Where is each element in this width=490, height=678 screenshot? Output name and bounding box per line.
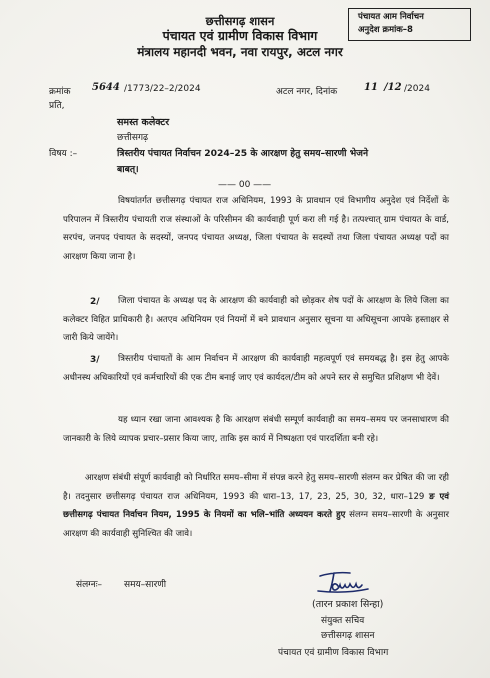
date-year: /2024 bbox=[404, 84, 430, 94]
date-month-handwritten: /12 bbox=[384, 82, 402, 93]
instruction-box-line2: अनुदेश क्रमांक–8 bbox=[358, 25, 413, 35]
instruction-box bbox=[348, 8, 471, 41]
signatory-designation: संयुक्त सचिव bbox=[321, 616, 365, 626]
ref-label: क्रमांक bbox=[49, 87, 71, 97]
ref-number: /1773/22–2/2024 bbox=[124, 84, 201, 94]
paragraph-5 bbox=[63, 469, 449, 544]
signatory-government: छत्तीसगढ़ शासन bbox=[321, 631, 375, 641]
subject-label: विषय :– bbox=[49, 149, 78, 159]
paragraph-2: जिला पंचायत के अध्यक्ष पद के आरक्षण की कार्यवाही को छोड़कर शेष पदों के आरक्षण के लिये जिला का कलेक्टर विहित प्राधिकारी है। अतएव अधिनियम एवं नियमों में बने प्रावधान अनुसार सूचना या अधिसूचना आपके हस्ताक्षर से जारी किये जायेंगे। bbox=[63, 296, 449, 344]
header-department: पंचायत एवं ग्रामीण विकास विभाग bbox=[162, 28, 318, 43]
signatory-name: (तारन प्रकाश सिन्हा) bbox=[312, 599, 384, 610]
subject-line2: बाबत्। bbox=[117, 164, 139, 175]
date-prefix: अटल नगर, दिनांक bbox=[276, 87, 338, 97]
enclosure-label: संलग्नः– bbox=[76, 580, 103, 590]
paragraph-3-number: 3/ bbox=[90, 355, 100, 365]
header-address: मंत्रालय महानदी भवन, नवा रायपुर, अटल नगर bbox=[137, 45, 343, 59]
instruction-box-line1: पंचायत आम निर्वाचन bbox=[358, 12, 424, 22]
paragraph-1: विषयांतर्गत छत्तीसगढ़ पंचायत राज अधिनियम, 1993 के प्रावधान एवं विभागीय अनुदेश एवं निर्देशों के परिपालन में त्रिस्तरीय पंचायती राज संस्थाओं के परिसीमन की कार्यवाही पूर्ण करा ली गई है। तत्पश्चात् ग्राम पंचायत के वार्ड, सरपंच, जनपद पंचायत के सदस्यों, जनपद पंचायत अध्यक्ष, जिला पंचायत के सदस्यों तथा जिला पंचायत अध्यक्ष पदों का आरक्षण किया जाना है। bbox=[63, 196, 449, 263]
ref-number-handwritten: 5644 bbox=[92, 82, 120, 93]
paragraph-5-part-b: ङ एवं छत्तीसगढ़ पंचायत निर्वाचन नियम, 1995 के नियमों का भलि–भांति अध्ययन करते हुए bbox=[63, 491, 449, 521]
paragraph-2-number: 2/ bbox=[90, 297, 100, 307]
enclosure-value: समय–सारणी bbox=[124, 580, 167, 590]
recipient: समस्त कलेक्टर bbox=[117, 117, 170, 128]
paragraph-3: त्रिस्तरीय पंचायतों के आम निर्वाचन में आरक्षण की कार्यवाही महत्वपूर्ण एवं समयबद्ध है। इस हेतु आपके अधीनस्थ अधिकारियों एवं कर्मचारियों की एक टीम बनाई जाए एवं कार्यदल/टीम को अपने स्तर से समुचित प्रशिक्षण भी देवें। bbox=[63, 354, 449, 383]
to-prefix: प्रति, bbox=[49, 101, 65, 111]
subject-line1: त्रिस्तरीय पंचायत निर्वाचन 2024–25 के आरक्षण हेतु समय–सारणी भेजने bbox=[117, 148, 369, 159]
paragraph-5-part-a: आरक्षण संबंधी संपूर्ण कार्यवाही को निर्धारित समय–सीमा में संपन्न करने हेतु समय–सारणी संलग्न कर प्रेषित की जा रही है। तदनुसार छत्तीसगढ़ पंचायत राज अधिनियम, 1993 की धारा–13, 17, 23, 25, 30, 32, धारा–129 bbox=[63, 473, 449, 502]
paragraph-4: यह ध्यान रखा जाना आवश्यक है कि आरक्षण संबंधी सम्पूर्ण कार्यवाही का समय–समय पर जनसाधारण की जानकारी के लिये व्यापक प्रचार–प्रसार किया जाए, ताकि इस कार्य में निष्पक्षता एवं पारदर्शिता बनी रहे। bbox=[63, 415, 449, 444]
date-day-handwritten: 11 bbox=[364, 82, 378, 93]
recipient-state: छत्तीसगढ़ bbox=[117, 133, 149, 143]
signatory-department: पंचायत एवं ग्रामीण विकास विभाग bbox=[278, 648, 389, 658]
paragraph-5-part-c: संलग्न समय–सारणी के अनुसार आरक्षण की कार्यवाही सुनिश्चित की जावे। bbox=[63, 510, 449, 540]
separator: —— 00 —— bbox=[218, 180, 272, 190]
header-government: छत्तीसगढ़ शासन bbox=[205, 14, 275, 28]
handwritten-signature bbox=[316, 569, 376, 595]
